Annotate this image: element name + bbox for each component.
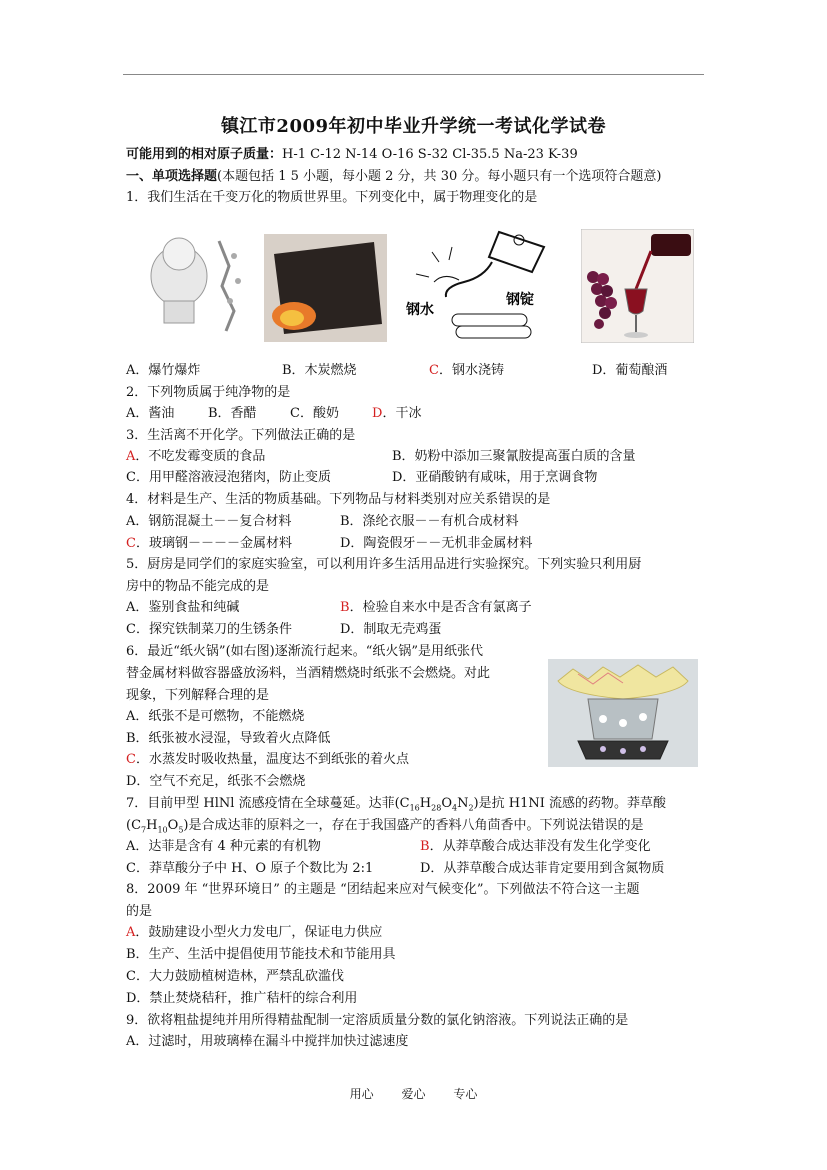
atomic-mass-line	[126, 147, 578, 163]
q5-option-b: B．检验自来水中是否含有氯离子	[340, 600, 532, 615]
q6-option-c: C．水蒸发时吸收热量，温度达不到纸张的着火点	[126, 752, 409, 767]
steel-water-label: 钢水	[406, 302, 434, 318]
footer-word-3: 专心	[453, 1087, 478, 1101]
q8-option-a: A．鼓励建设小型火力发电厂，保证电力供应	[126, 925, 383, 940]
q1-option-a: A．爆竹爆炸	[126, 363, 201, 378]
steel-casting-diagram	[404, 222, 552, 350]
paper-hotpot-image	[548, 659, 698, 767]
q8-option-b: B．生产、生活中提倡使用节能技术和节能用具	[126, 947, 396, 962]
q8-option-d: D．禁止焚烧秸秆，推广秸杆的综合利用	[126, 991, 358, 1006]
q6-stem-3: 现象，下列解释合理的是	[126, 688, 270, 703]
q1-option-b: B．木炭燃烧	[282, 363, 357, 378]
q7-stem-2: $(C_7H_{10}O_5)$是合成达菲的原料之一，存在于我国盛产的香料八角茴香中。下列说法错误的是	[126, 818, 644, 835]
q2-option-b: B．香醋	[208, 406, 257, 421]
q5-option-d: D．制取无壳鸡蛋	[340, 622, 442, 637]
footer	[0, 1085, 827, 1102]
q9-option-a: A．过滤时，用玻璃棒在漏斗中搅拌加快过滤速度	[126, 1034, 409, 1049]
q3-stem: 3．生活离不开化学。下列做法正确的是	[126, 428, 356, 443]
q1-stem: 1．我们生活在千变万化的物质世界里。下列变化中，属于物理变化的是	[126, 190, 538, 205]
q5-stem-1: 5．厨房是同学们的家庭实验室，可以利用许多生活用品进行实验探究。下列实验只利用厨	[126, 557, 642, 572]
wine-making-image	[581, 229, 694, 343]
q4-stem: 4．材料是生产、生活的物质基础。下列物品与材料类别对应关系错误的是	[126, 492, 551, 507]
q9-stem: 9．欲将粗盐提纯并用所得精盐配制一定溶质质量分数的氯化钠溶液。下列说法正确的是	[126, 1013, 629, 1028]
q7-option-d: D．从莽草酸合成达菲肯定要用到含氮物质	[420, 861, 665, 876]
q8-stem-2: 的是	[126, 904, 153, 919]
header-rule	[123, 74, 704, 75]
footer-word-2: 爱心	[401, 1087, 426, 1101]
firecracker-image	[134, 226, 250, 338]
q2-option-c: C．酸奶	[290, 406, 339, 421]
q3-option-c: C．用甲醛溶液浸泡猪肉，防止变质	[126, 470, 331, 485]
q7-option-b: B．从莽草酸合成达菲没有发生化学变化	[420, 839, 651, 854]
q2-stem: 2．下列物质属于纯净物的是	[126, 385, 291, 400]
q6-option-d: D．空气不充足，纸张不会燃烧	[126, 774, 306, 789]
section-label: 一、单项选择题	[126, 169, 218, 184]
q3-option-d: D．亚硝酸钠有咸味，用于烹调食物	[392, 470, 598, 485]
q4-option-b: B．涤纶衣服－－有机合成材料	[340, 514, 519, 529]
q6-option-a: A．纸张不是可燃物，不能燃烧	[126, 709, 305, 724]
q8-stem-1: 8．2009 年 “世界环境日” 的主题是 “团结起来应对气候变化”。下列做法不符合这一主题	[126, 882, 640, 897]
q3-option-a: A．不吃发霉变质的食品	[126, 449, 266, 464]
footer-word-1: 用心	[349, 1087, 374, 1101]
q1-option-c: C．钢水浇铸	[429, 363, 504, 378]
q2-option-d: D．干冰	[372, 406, 422, 421]
page-title: 镇江市2009年初中毕业升学统一考试化学试卷	[220, 116, 607, 137]
q4-option-d: D．陶瓷假牙－－无机非金属材料	[340, 536, 533, 551]
q5-option-c: C．探究铁制菜刀的生锈条件	[126, 622, 292, 637]
steel-ingot-label: 钢锭	[506, 292, 534, 308]
q5-stem-2: 房中的物品不能完成的是	[126, 579, 270, 594]
q2-option-a: A．酱油	[126, 406, 175, 421]
q4-option-a: A．钢筋混凝土－－复合材料	[126, 514, 292, 529]
q1-option-d: D．葡萄酿酒	[592, 363, 668, 378]
q5-option-a: A．鉴别食盐和纯碱	[126, 600, 240, 615]
q3-option-b: B．奶粉中添加三聚氰胺提高蛋白质的含量	[392, 449, 636, 464]
q6-stem-2: 替金属材料做容器盛放汤料，当酒精燃烧时纸张不会燃烧。对此	[126, 666, 491, 681]
section-heading	[126, 169, 661, 185]
q4-option-c: C．玻璃钢－－－－金属材料	[126, 536, 292, 551]
q8-option-c: C．大力鼓励植树造林，严禁乱砍滥伐	[126, 969, 344, 984]
q6-option-b: B．纸张被水浸湿，导致着火点降低	[126, 731, 331, 746]
charcoal-burning-image	[264, 234, 387, 342]
atomic-mass-label: 可能用到的相对原子质量：	[126, 147, 283, 162]
q7-option-a: A．达菲是含有 4 种元素的有机物	[126, 839, 321, 854]
q7-option-c: C．莽草酸分子中 H、O 原子个数比为 2:1	[126, 861, 374, 876]
q7-stem-1: 7．目前甲型 HlNl 流感疫情在全球蔓延。达菲$(C_{16}H_{28}O_4N_2)$是抗 H1NI 流感的药物。莽草酸	[126, 796, 667, 813]
atomic-mass-values: H-1 C-12 N-14 O-16 S-32 Cl-35.5 Na-23 K-39	[282, 147, 578, 162]
section-desc: (本题包括 1 5 小题，每小题 2 分，共 30 分。每小题只有一个选项符合题意)	[217, 169, 662, 184]
q6-stem-1: 6．最近“纸火锅”(如右图)逐渐流行起来。“纸火锅”是用纸张代	[126, 644, 483, 659]
